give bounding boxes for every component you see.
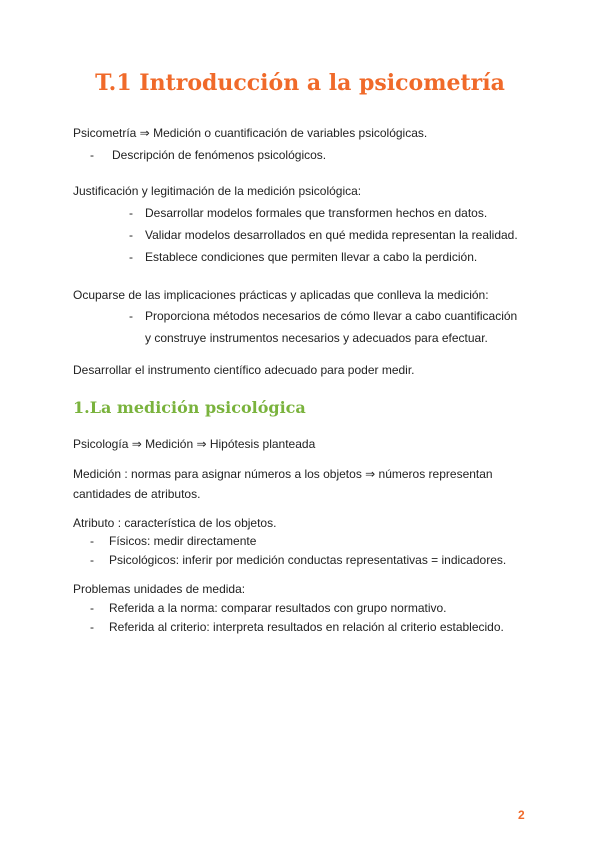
bullet-dash: -	[129, 206, 133, 220]
bullet-dash: -	[129, 250, 133, 264]
bullet-dash: -	[90, 534, 94, 548]
ocuparse-heading: Ocuparse de las implicaciones prácticas y aplicadas que conlleva la medición:	[73, 288, 489, 302]
medicion-line1: Medición : normas para asignar números a los objetos ⇒ números representan	[73, 467, 493, 481]
bullet-dash: -	[129, 228, 133, 242]
ocuparse-item-line2: y construye instrumentos necesarios y adecuados para efectuar.	[145, 331, 488, 345]
problemas-item: Referida al criterio: interpreta resultados en relación al criterio establecido.	[109, 620, 504, 634]
atributo-line: Atributo : característica de los objetos.	[73, 516, 277, 530]
medicion-line2: cantidades de atributos.	[73, 487, 201, 501]
justificacion-item: Establece condiciones que permiten llevar a cabo la perdición.	[145, 250, 478, 264]
atributo-item: Psicológicos: inferir por medición conductas representativas = indicadores.	[109, 553, 507, 567]
problemas-line: Problemas unidades de medida:	[73, 582, 246, 596]
justificacion-heading: Justificación y legitimación de la medición psicológica:	[73, 184, 362, 198]
bullet-dash: -	[90, 601, 94, 615]
desarrollar-line: Desarrollar el instrumento científico adecuado para poder medir.	[73, 363, 415, 377]
ocuparse-item-line1: Proporciona métodos necesarios de cómo llevar a cabo cuantificación	[145, 309, 518, 323]
atributo-item: Físicos: medir directamente	[109, 534, 257, 548]
page-title: T.1 Introducción a la psicometría	[95, 70, 505, 96]
psicologia-line: Psicología ⇒ Medición ⇒ Hipótesis planteada	[73, 437, 316, 451]
page-number: 2	[518, 808, 525, 822]
justificacion-item: Desarrollar modelos formales que transformen hechos en datos.	[145, 206, 488, 220]
intro-bullet: Descripción de fenómenos psicológicos.	[112, 148, 327, 162]
bullet-dash: -	[129, 309, 133, 323]
problemas-item: Referida a la norma: comparar resultados con grupo normativo.	[109, 601, 447, 615]
intro-line: Psicometría ⇒ Medición o cuantificación de variables psicológicas.	[73, 126, 428, 140]
bullet-dash: -	[90, 620, 94, 634]
bullet-dash: -	[90, 148, 94, 162]
section-heading: 1.La medición psicológica	[73, 398, 306, 417]
justificacion-item: Validar modelos desarrollados en qué medida representan la realidad.	[145, 228, 518, 242]
bullet-dash: -	[90, 553, 94, 567]
